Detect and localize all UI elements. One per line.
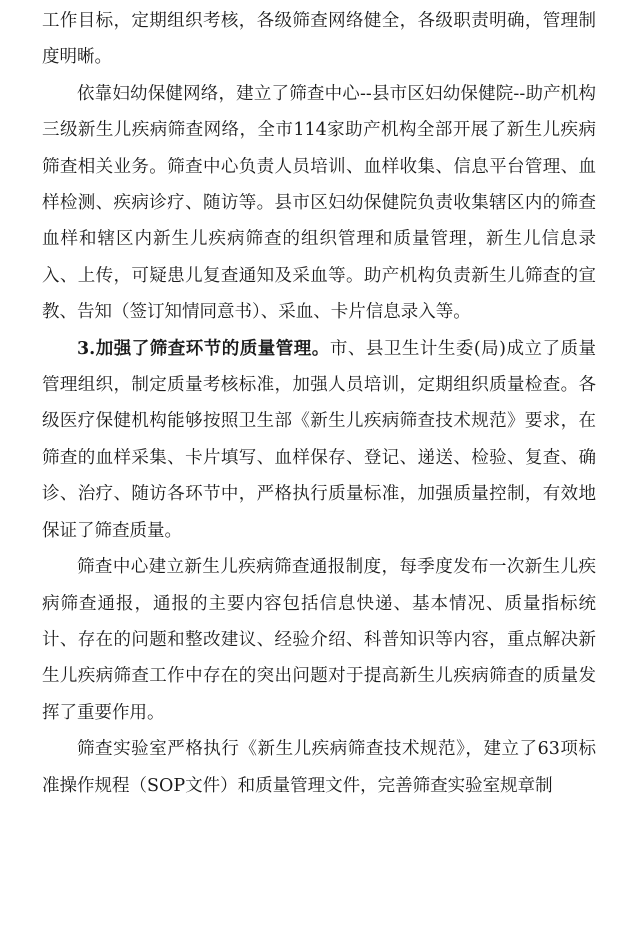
paragraph-screening-network: 依靠妇幼保健网络，建立了筛查中心--县市区妇幼保健院--助产机构三级新生儿疾病筛查网络，全市114家助产机构全部开展了新生儿疾病筛查相关业务。筛查中心负责人员培训、血样收集、信息平台管理、血样检测、疾病诊疗、随访等。县市区妇幼保健院负责收集辖区内的筛查血样和辖区内新生儿疾病筛查的组织管理和质量管理，新生儿信息录入、上传，可疑患儿复查通知及采血等。助产机构负责新生儿筛查的宣教、告知（签订知情同意书）、采血、卡片信息录入等。 [42, 83, 596, 323]
paragraph-quality-body: 市、县卫生计生委(局)成立了质量管理组织，制定质量考核标准，加强人员培训，定期组织质量检查。各级医疗保健机构能够按照卫生部《新生儿疾病筛查技术规范》要求，在筛查的血样采集、卡片填写、血样保存、登记、递送、检验、复查、确诊、治疗、随访各环节中，严格执行质量标准，加强质量控制，有效地保证了筛查质量。 [42, 338, 596, 541]
paragraph-laboratory-sop: 筛查实验室严格执行《新生儿疾病筛查技术规范》，建立了63项标准操作规程（SOP文件）和质量管理文件，完善筛查实验室规章制 [42, 739, 596, 796]
paragraph-reporting-system: 筛查中心建立新生儿疾病筛查通报制度，每季度发布一次新生儿疾病筛查通报，通报的主要内容包括信息快递、基本情况、质量指标统计、存在的问题和整改建议、经验介绍、科普知识等内容，重点解决新生儿疾病筛查工作中存在的突出问题对于提高新生儿疾病筛查的质量发挥了重要作用。 [42, 557, 596, 723]
section-heading-quality: 3.加强了筛查环节的质量管理。 [77, 338, 330, 359]
paragraph-quality-management [42, 331, 596, 549]
paragraph-management-goals: 工作目标，定期组织考核，各级筛查网络健全，各级职责明确，管理制度明晰。 [42, 11, 596, 68]
